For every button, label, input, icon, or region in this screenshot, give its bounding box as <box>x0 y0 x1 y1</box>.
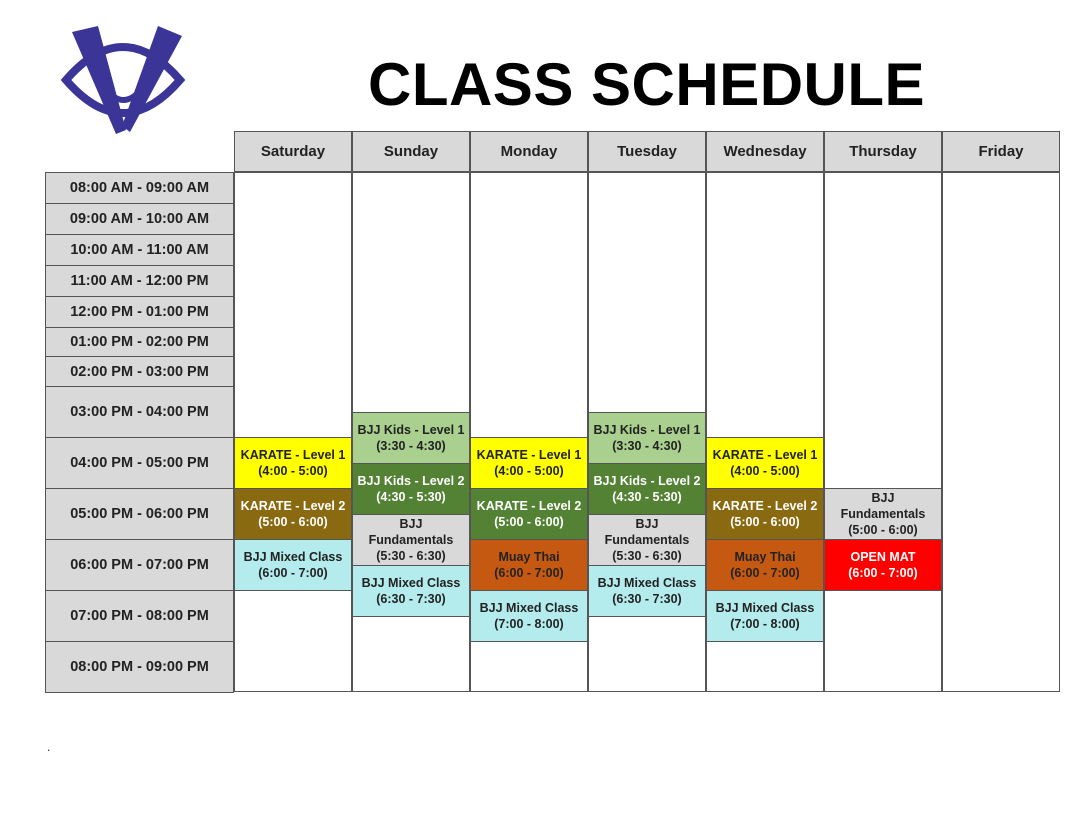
class-block <box>234 488 352 540</box>
class-name: BJJ Fundamentals <box>604 516 690 547</box>
class-block <box>706 590 824 642</box>
class-name: KARATE - Level 1 <box>240 448 346 462</box>
class-time: (4:00 - 5:00) <box>730 464 800 478</box>
day-header-monday: Monday <box>470 131 588 172</box>
class-name: KARATE - Level 1 <box>712 448 818 462</box>
class-time: (5:00 - 6:00) <box>848 523 918 537</box>
class-name: BJJ Fundamentals <box>368 516 454 547</box>
class-name: Muay Thai <box>498 550 560 564</box>
class-time: (4:30 - 5:30) <box>612 489 682 504</box>
time-slot-label: 05:00 PM - 06:00 PM <box>45 488 234 540</box>
class-block <box>352 412 470 464</box>
day-header-friday: Friday <box>942 131 1060 172</box>
class-block <box>824 539 942 591</box>
class-time: (6:00 - 7:00) <box>848 566 918 580</box>
day-header-saturday: Saturday <box>234 131 352 172</box>
day-column-saturday <box>234 172 352 692</box>
class-time: (6:30 - 7:30) <box>376 591 446 606</box>
class-block <box>470 488 588 540</box>
class-block <box>352 463 470 515</box>
class-time: (6:30 - 7:30) <box>612 591 682 606</box>
class-name: BJJ Kids - Level 2 <box>593 473 701 488</box>
class-time: (6:00 - 7:00) <box>494 566 564 580</box>
class-time: (7:00 - 8:00) <box>730 617 800 631</box>
day-column-friday <box>942 172 1060 692</box>
day-header-thursday: Thursday <box>824 131 942 172</box>
time-slot-label: 11:00 AM - 12:00 PM <box>45 265 234 297</box>
time-slot-label: 08:00 AM - 09:00 AM <box>45 172 234 204</box>
class-time: (5:00 - 6:00) <box>730 515 800 529</box>
class-block <box>588 463 706 515</box>
class-block <box>588 412 706 464</box>
time-slot-label: 02:00 PM - 03:00 PM <box>45 356 234 387</box>
class-name: KARATE - Level 2 <box>240 499 346 513</box>
class-time: (3:30 - 4:30) <box>376 438 446 453</box>
class-name: BJJ Kids - Level 2 <box>357 473 465 488</box>
academy-logo-icon <box>58 22 188 137</box>
day-column-thursday <box>824 172 942 692</box>
class-time: (5:30 - 6:30) <box>376 548 446 563</box>
class-name: KARATE - Level 2 <box>476 499 582 513</box>
class-block <box>470 437 588 489</box>
time-slot-label: 10:00 AM - 11:00 AM <box>45 234 234 266</box>
class-name: BJJ Kids - Level 1 <box>357 422 465 437</box>
page-title: CLASS SCHEDULE <box>368 51 926 118</box>
class-time: (4:30 - 5:30) <box>376 489 446 504</box>
class-block <box>706 539 824 591</box>
class-block <box>588 514 706 566</box>
day-header-sunday: Sunday <box>352 131 470 172</box>
time-slot-label: 07:00 PM - 08:00 PM <box>45 590 234 642</box>
class-name: BJJ Fundamentals <box>840 491 926 521</box>
day-header-tuesday: Tuesday <box>588 131 706 172</box>
class-time: (4:00 - 5:00) <box>494 464 564 478</box>
class-name: BJJ Kids - Level 1 <box>593 422 701 437</box>
class-block <box>234 437 352 489</box>
class-time: (6:00 - 7:00) <box>730 566 800 580</box>
class-block <box>234 539 352 591</box>
class-block <box>470 539 588 591</box>
class-block <box>706 488 824 540</box>
time-slot-label: 12:00 PM - 01:00 PM <box>45 296 234 328</box>
class-block <box>352 514 470 566</box>
class-name: Muay Thai <box>734 550 796 564</box>
class-time: (3:30 - 4:30) <box>612 438 682 453</box>
class-name: BJJ Mixed Class <box>597 575 697 590</box>
time-slot-label: 01:00 PM - 02:00 PM <box>45 327 234 357</box>
class-time: (5:00 - 6:00) <box>494 515 564 529</box>
class-time: (5:00 - 6:00) <box>258 515 328 529</box>
class-name: BJJ Mixed Class <box>243 550 343 564</box>
class-name: BJJ Mixed Class <box>479 601 579 615</box>
class-name: OPEN MAT <box>850 550 916 564</box>
time-slot-label: 08:00 PM - 09:00 PM <box>45 641 234 693</box>
class-time: (4:00 - 5:00) <box>258 464 328 478</box>
time-slot-label: 06:00 PM - 07:00 PM <box>45 539 234 591</box>
class-block <box>588 565 706 617</box>
class-time: (6:00 - 7:00) <box>258 566 328 580</box>
class-block <box>824 488 942 540</box>
class-name: KARATE - Level 2 <box>712 499 818 513</box>
class-block <box>706 437 824 489</box>
class-name: BJJ Mixed Class <box>715 601 815 615</box>
class-block <box>352 565 470 617</box>
class-block <box>470 590 588 642</box>
time-slot-label: 03:00 PM - 04:00 PM <box>45 386 234 438</box>
day-header-wednesday: Wednesday <box>706 131 824 172</box>
class-name: BJJ Mixed Class <box>361 575 461 590</box>
class-time: (5:30 - 6:30) <box>612 548 682 563</box>
class-time: (7:00 - 8:00) <box>494 617 564 631</box>
footer-mark: . <box>47 740 51 754</box>
time-slot-label: 04:00 PM - 05:00 PM <box>45 437 234 489</box>
class-name: KARATE - Level 1 <box>476 448 582 462</box>
time-slot-label: 09:00 AM - 10:00 AM <box>45 203 234 235</box>
